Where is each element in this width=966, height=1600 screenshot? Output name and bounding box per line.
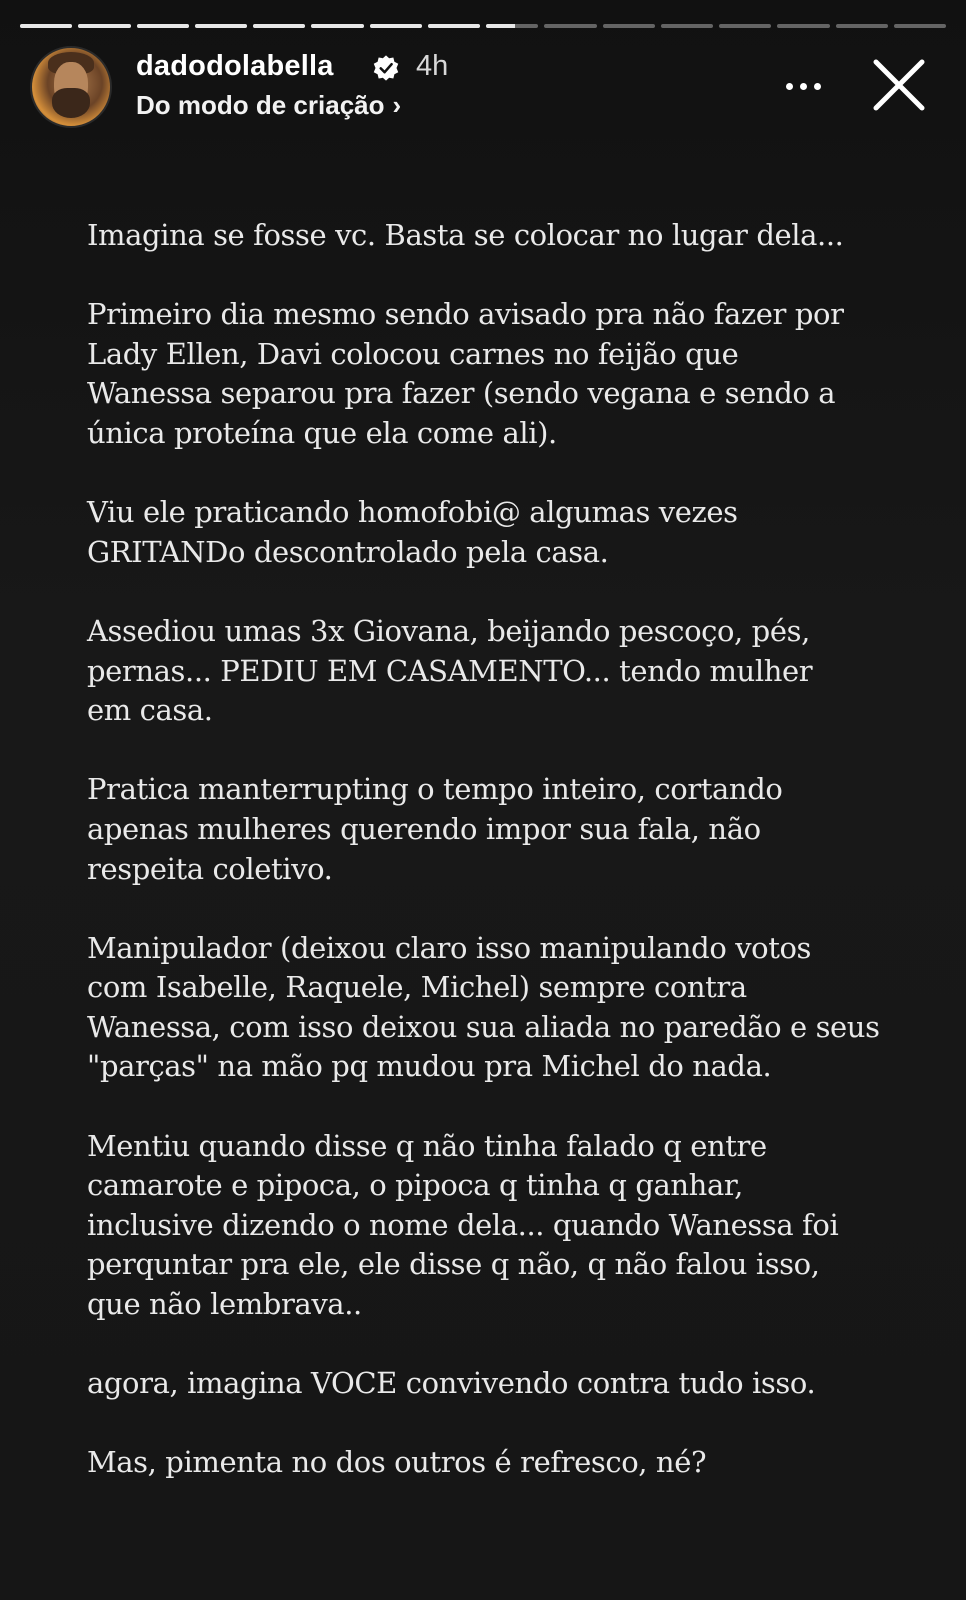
progress-segment	[894, 24, 946, 28]
story-paragraph: Primeiro dia mesmo sendo avisado pra não fazer por Lady Ellen, Davi colocou carnes no feijão que Wanessa separou pra fazer (sendo vegana e sendo a única proteína que ela come ali).	[87, 297, 844, 450]
progress-segment	[661, 24, 713, 28]
progress-segment	[836, 24, 888, 28]
progress-segment-fill	[311, 24, 363, 28]
progress-segment	[486, 24, 538, 28]
more-dots-icon	[786, 83, 793, 90]
more-dots-icon	[800, 83, 807, 90]
progress-segment	[311, 24, 363, 28]
progress-segment	[20, 24, 72, 28]
more-options-button[interactable]	[770, 66, 830, 106]
progress-segment-fill	[78, 24, 130, 28]
story-paragraph: Pratica manterrupting o tempo inteiro, cortando apenas mulheres querendo impor sua fala, não respeita coletivo.	[87, 772, 783, 886]
progress-segment	[253, 24, 305, 28]
story-paragraph: Mentiu quando disse q não tinha falado q entre camarote e pipoca, o pipoca q tinha q ganhar, inclusive dizendo o nome dela... quando Wanessa foi perquntar pra ele, ele disse q não, q não falou isso, que não lembrava..	[87, 1128, 839, 1322]
progress-segment	[544, 24, 596, 28]
progress-segment-fill	[428, 24, 480, 28]
post-time: 4h	[416, 50, 449, 82]
verified-badge-icon	[372, 54, 400, 82]
progress-segment	[777, 24, 829, 28]
progress-segment-fill	[137, 24, 189, 28]
progress-segment	[137, 24, 189, 28]
progress-segment	[719, 24, 771, 28]
progress-segment	[78, 24, 130, 28]
story-paragraph: Imagina se fosse vc. Basta se colocar no lugar dela...	[87, 218, 844, 252]
more-dots-icon	[814, 83, 821, 90]
progress-segment-fill	[486, 24, 515, 28]
progress-segment-fill	[253, 24, 305, 28]
progress-segment	[603, 24, 655, 28]
story-paragraph: Mas, pimenta no dos outros é refresco, né?	[87, 1445, 707, 1480]
story-paragraph: Viu ele praticando homofobi@ algumas vezes GRITANDo descontrolado pela casa.	[87, 495, 738, 569]
progress-segment-fill	[195, 24, 247, 28]
story-paragraph: Manipulador (deixou claro isso manipulando votos com Isabelle, Raquele, Michel) sempre contra Wanessa, com isso deixou sua aliada no paredão e seus "parças" na mão pq mudou pra Michel do nada.	[87, 930, 880, 1084]
progress-segment-fill	[370, 24, 422, 28]
progress-segment	[370, 24, 422, 28]
creation-mode-link[interactable]	[136, 90, 401, 121]
progress-segment	[195, 24, 247, 28]
username[interactable]: dadodolabella	[136, 50, 334, 82]
chevron-right-icon: ›	[392, 90, 402, 120]
story-paragraph: Assediou umas 3x Giovana, beijando pescoço, pés, pernas... PEDIU EM CASAMENTO... tendo mulher em casa.	[87, 613, 813, 728]
progress-segment-fill	[20, 24, 72, 28]
close-icon[interactable]	[866, 52, 932, 118]
story-progress-bar	[20, 24, 946, 28]
creation-mode-label: Do modo de criação	[136, 90, 385, 120]
avatar[interactable]	[30, 46, 112, 128]
story-header	[30, 46, 946, 136]
story-text-content	[87, 216, 887, 1523]
story-paragraph: agora, imagina VOCE convivendo contra tudo isso.	[87, 1366, 816, 1401]
avatar-beard	[52, 88, 90, 118]
progress-segment	[428, 24, 480, 28]
